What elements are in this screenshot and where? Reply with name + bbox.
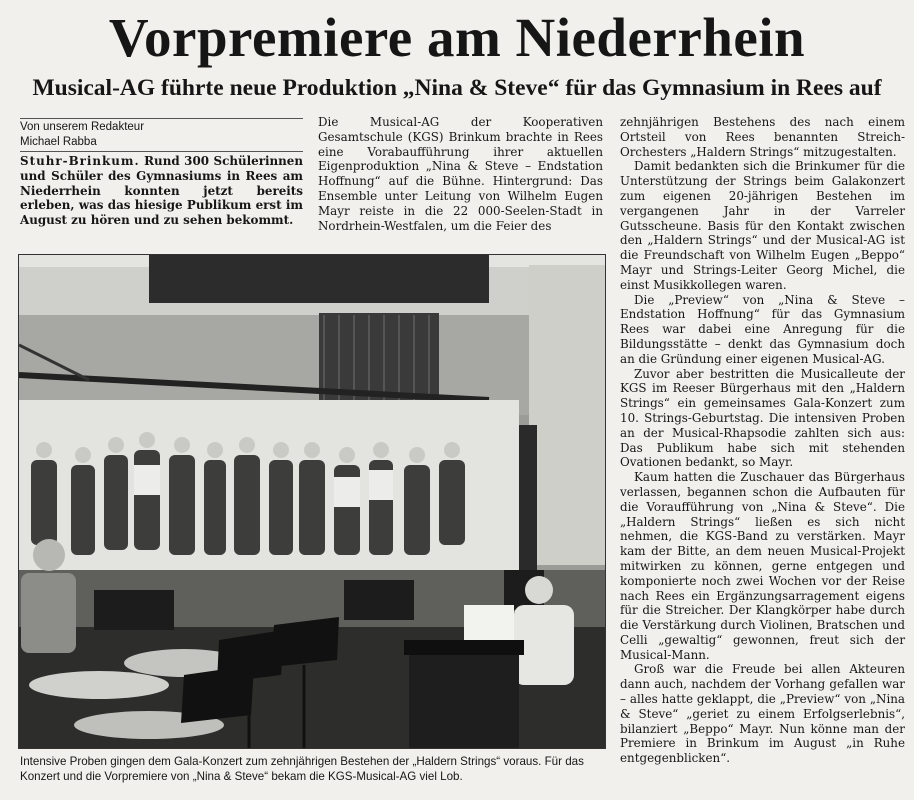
middle-paragraph-1: Die Musical-AG der Kooperativen Gesamtschule (KGS) Brinkum brachte in Rees eine Vorabaufführung ihrer aktuellen Eigenproduktion „Nina & Steve – Endstation Hoffnung“ auf die Bühne. Hintergrund: Das Ensemble unter Leitung von Wilhelm Eugen Mayr reiste in die 22 000-Seelen-Stadt in Nordrhein-Westfalen, um die Feier des xyxy=(318,115,603,233)
right-paragraph-3: Die „Preview“ von „Nina & Steve – Endstation Hoffnung“ für das Gymnasium Rees war dabei eine Anregung für die Bildungsstätte – denkt das Gymnasium doch an die Gründung einer eigenen Musical-AG. xyxy=(620,292,905,366)
lead-text: Rund 300 Schülerinnen und Schüler des Gymnasiums in Rees am Niederrhein konnten jetzt bereits erleben, was das hiesige Publikum erst im August zu hören und zu sehen bekommt. xyxy=(20,154,303,228)
right-paragraph-1: zehnjährigen Bestehens des nach einem Ortsteil von Rees benannten Streich-Orchesters „Haldern Strings“ mitzugestalten. xyxy=(620,115,905,159)
subheadline: Musical-AG führte neue Produktion „Nina & Steve“ für das Gymnasium in Rees auf xyxy=(32,75,882,101)
rehearsal-photo xyxy=(18,254,606,749)
byline xyxy=(20,118,303,152)
photo-caption: Intensive Proben gingen dem Gala-Konzert zum zehnjährigen Bestehen der „Haldern Strings“ voraus. Für das Konzert und die Vorpremiere von „Nina & Steve“ bekam die KGS-Musical-AG viel Lob. xyxy=(20,755,584,783)
rehearsal-photo-illustration xyxy=(19,255,605,748)
headline: Vorpremiere am Niederrhein xyxy=(108,7,806,68)
lead-paragraph xyxy=(20,154,303,228)
article-column-middle xyxy=(318,115,603,233)
right-paragraph-6: Groß war die Freude bei allen Akteuren dann auch, nachdem der Vorhang gefallen war – alles hatte geklappt, die „Preview“ von „Nina & Steve“ „geriet zu einem Erfolgserlebnis“, bilanziert „Beppo“ Mayr. Nun könne man der Premiere in Brinkum im August „in Ruhe entgegenblicken“. xyxy=(620,662,905,766)
byline-line-1: Von unserem Redakteur xyxy=(20,121,145,133)
lead-dateline: Stuhr-Brinkum. xyxy=(20,154,140,168)
right-paragraph-5: Kaum hatten die Zuschauer das Bürgerhaus verlassen, begannen schon die Aufbauten für die Voraufführung von „Nina & Steve“. Die „Haldern Strings“ ließen es sich nicht nehmen, die KGS-Band zu verstärken. Mayr kam der Bitte, an dem neuen Musical-Projekt mitwirken zu können, gerne entgegen und komponierte noch zwei Wochen vor der Reise nach Rees ein Ergänzungsarragement eigens für die Streicher. Der Klangkörper habe durch die Verstärkung durch Violinen, Bratschen und Celli „gewaltig“ gewonnen, freut sich der Musical-Mann. xyxy=(620,470,905,662)
right-paragraph-4: Zuvor aber bestritten die Musicalleute der KGS im Reeser Bürgerhaus mit den „Haldern Strings“ ein gemeinsames Gala-Konzert zum 10. Strings-Geburtstag. Die intensiven Proben an der Musical-Rhapsodie zahlten sich aus: Das Publikum habe sich mit stehenden Ovationen bedankt, so Mayr. xyxy=(620,366,905,470)
byline-author: Michael Rabba xyxy=(20,136,97,148)
right-paragraph-2: Damit bedankten sich die Brinkumer für die Unterstützung der Strings beim Galakonzert zum eigenen 20-jährigen Bestehen im vergangenen Jahr in der Varreler Gutsscheune. Basis für den Kontakt zwischen den „Haldern Strings“ und der Musical-AG ist die Freundschaft von Wilhelm Eugen „Beppo“ Mayr und Strings-Leiter Georg Michel, die einst Musikkollegen waren. xyxy=(620,159,905,292)
article-column-right xyxy=(620,115,905,766)
